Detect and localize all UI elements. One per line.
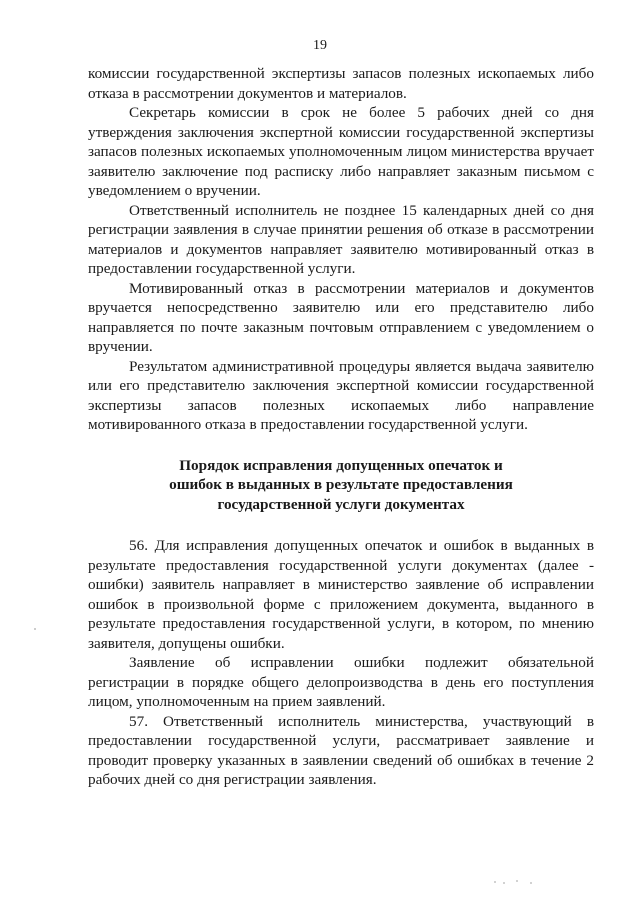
paragraph: Результатом административной процедуры является выдача заявителю или его представителю заключения экспертной комиссии государственной экспертизы запасов полезных ископаемых либо направление мотивированного отказа в предоставлении государственной услуги.: [88, 357, 594, 433]
section-heading-line: государственной услуги документах: [217, 495, 465, 513]
page-number: 19: [313, 38, 327, 53]
scan-speck: [494, 880, 534, 884]
section-heading-line: ошибок в выданных в результате предоставления: [169, 476, 513, 493]
document-body: [88, 64, 594, 790]
paragraph: 56. Для исправления допущенных опечаток и ошибок в выданных в результате предоставления государственной услуги документах (далее - ошибки) заявитель направляет в министерство заявление об исправлении ошибок в произвольной форме с приложением документа, выданного в результате предоставления государственной услуги, в котором, по мнению заявителя, допущены ошибки.: [88, 537, 594, 652]
section-heading-line: Порядок исправления допущенных опечаток и: [179, 456, 503, 474]
paragraph: 57. Ответственный исполнитель министерства, участвующий в предоставлении государственной услуги, рассматривает заявление и проводит проверку указанных в заявлении сведений об ошибках в течение 2 рабочих дней со дня регистрации заявления.: [88, 712, 594, 788]
paragraph: Секретарь комиссии в срок не более 5 рабочих дней со дня утверждения заключения экспертной комиссии государственной экспертизы запасов полезных ископаемых уполномоченным лицом министерства вручает заявителю заключение под расписку либо направляет заказным письмом с уведомлением о вручении.: [88, 104, 594, 199]
scan-speck: [34, 628, 36, 630]
paragraph: комиссии государственной экспертизы запасов полезных ископаемых либо отказа в рассмотрении документов и материалов.: [88, 65, 594, 102]
paragraph: Заявление об исправлении ошибки подлежит обязательной регистрации в порядке общего делопроизводства в день его поступления лицом, уполномоченным на прием заявлений.: [88, 654, 594, 710]
paragraph: Ответственный исполнитель не позднее 15 календарных дней со дня регистрации заявления в случае принятии решения об отказе в рассмотрении материалов и документов направляет заявителю мотивированный отказ в предоставлении государственной услуги.: [88, 201, 594, 277]
paragraph: Мотивированный отказ в рассмотрении материалов и документов вручается непосредственно заявителю или его представителю либо направляется по почте заказным почтовым отправлением с уведомлением о вручении.: [88, 279, 594, 355]
section-heading: [88, 456, 594, 515]
